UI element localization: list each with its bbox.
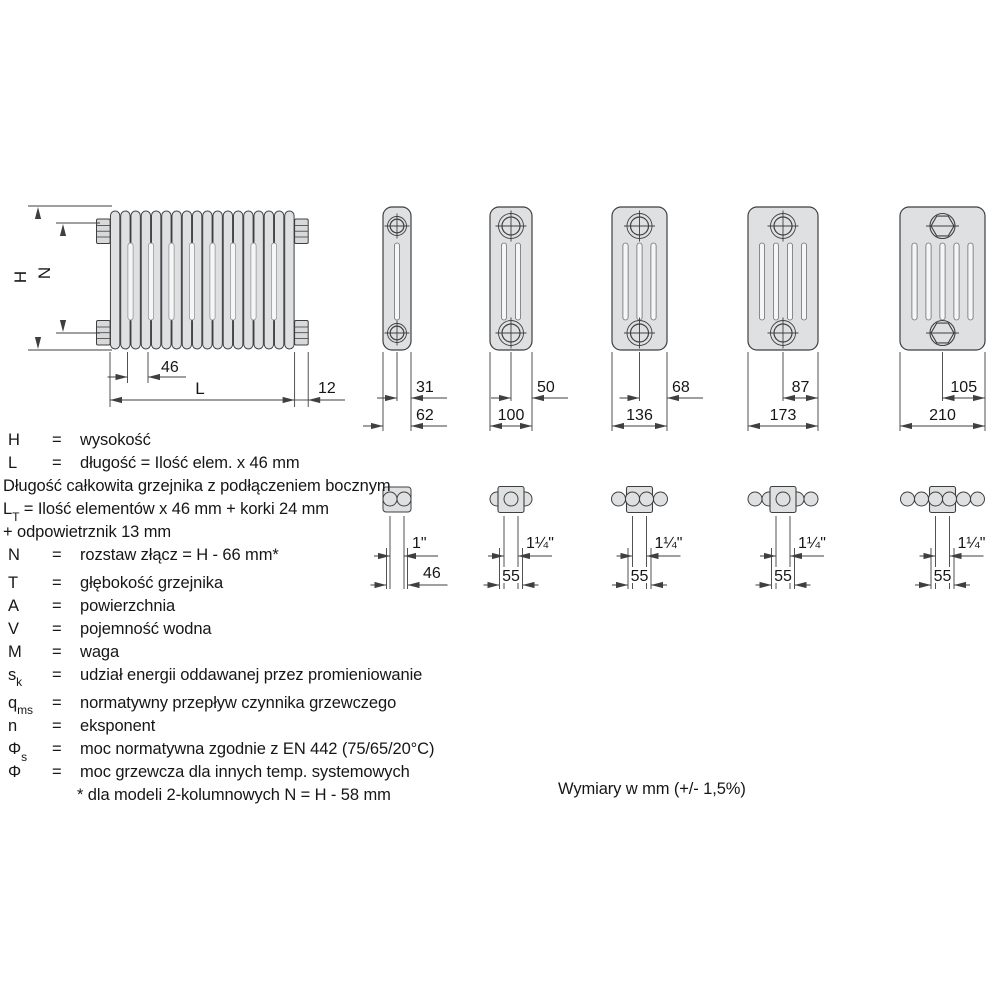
legend-description: moc grzewcza dla innych temp. systemowych	[80, 763, 410, 782]
legend-description: głębokość grzejnika	[80, 573, 224, 592]
legend-symbol-subscript: s	[21, 749, 27, 764]
top-view-5-column	[748, 487, 826, 590]
legend-row	[3, 595, 483, 618]
top-view-3-column	[484, 487, 554, 590]
legend-symbol: A	[8, 596, 19, 615]
legend-symbol: M	[8, 642, 22, 661]
legend-equals: =	[52, 763, 62, 782]
legend-description: wysokość	[80, 431, 151, 449]
dim-connection-label: 1¼"	[798, 535, 826, 552]
legend-row	[3, 452, 483, 475]
legend-description: normatywny przepływ czynnika grzewczego	[80, 694, 397, 713]
dim-half-label: 68	[672, 379, 690, 396]
legend-symbol: $q_{ms}$	[8, 694, 33, 718]
front-view-spacing-label: N	[35, 266, 54, 280]
dim-connection-label: 1¼"	[526, 535, 554, 552]
legend-row	[3, 544, 483, 567]
legend-description: udział energii oddawanej przez promieniowanie	[80, 665, 423, 684]
legend-symbol: Φ	[8, 763, 22, 782]
legend-equals: =	[52, 740, 62, 759]
front-view-length-label: L	[195, 379, 205, 398]
legend-symbol-subscript: T	[12, 509, 20, 524]
legend-description: pojemność wodna	[80, 619, 212, 638]
dim-hub-pitch-label: 55	[630, 568, 649, 585]
legend-description: rozstaw złącz = H - 66 mm*	[80, 546, 279, 565]
legend-description: Długość całkowita grzejnika z podłączeniem bocznym	[3, 477, 391, 496]
cross-section-2-column	[363, 207, 447, 431]
legend-row	[3, 715, 483, 738]
legend-equals: =	[52, 454, 62, 473]
legend-description: $L_T$ = Ilość elementów x 46 mm + korki 24 mm	[3, 500, 329, 524]
front-view-pitch-label: 46	[161, 359, 179, 376]
dim-connection-label: 1¼"	[654, 535, 683, 552]
dim-connection-label: 1"	[412, 535, 427, 552]
dim-half-label: 87	[791, 379, 810, 396]
dim-full-label: 173	[769, 407, 797, 424]
legend-symbol: N	[8, 546, 20, 565]
legend-row	[3, 498, 483, 524]
cross-section-6-column	[900, 207, 985, 431]
dim-hub-pitch-label: 55	[933, 568, 952, 585]
legend-description: + odpowietrznik 13 mm	[3, 523, 172, 542]
legend-row	[3, 784, 483, 807]
front-view	[11, 206, 345, 407]
legend-row	[3, 692, 483, 718]
legend-row	[3, 521, 483, 544]
legend-row	[3, 664, 483, 690]
legend-equals: =	[52, 694, 62, 713]
top-view-6-column	[901, 487, 986, 590]
legend-equals: =	[52, 619, 62, 638]
legend-row	[3, 572, 483, 595]
legend-equals: =	[52, 717, 62, 736]
legend-equals: =	[52, 431, 62, 449]
dim-full-label: 100	[497, 407, 525, 424]
dim-full-label: 62	[416, 407, 434, 424]
dim-half-label: 105	[950, 379, 978, 396]
legend-row	[3, 429, 483, 452]
legend-row	[3, 475, 483, 498]
dim-full-label: 210	[929, 407, 956, 424]
legend-description: długość = Ilość elem. x 46 mm	[80, 454, 300, 473]
right-plug	[295, 219, 309, 244]
legend-description: powierzchnia	[80, 596, 176, 615]
cross-section-5-column	[748, 207, 818, 431]
cross-section-3-column	[490, 207, 568, 431]
legend-equals: =	[52, 573, 62, 592]
legend-equals: =	[52, 596, 62, 615]
legend-symbol: L	[8, 454, 18, 473]
legend-symbol-subscript: ms	[17, 703, 33, 718]
legend-symbol: $s_k$	[8, 665, 23, 690]
legend-equals: =	[52, 642, 62, 661]
legend-symbol: n	[8, 717, 18, 736]
dim-hub-pitch-label: 55	[774, 568, 792, 585]
dim-half-label: 31	[416, 379, 434, 396]
dim-half-label: 50	[537, 379, 555, 396]
legend-symbol-subscript: k	[16, 675, 23, 690]
cross-section-4-column	[612, 207, 703, 431]
legend-description: moc normatywna zgodnie z EN 442 (75/65/20°C)	[80, 740, 435, 759]
dim-connection-label: 1¼"	[957, 535, 986, 552]
right-plug	[295, 321, 309, 346]
symbol-legend	[3, 429, 483, 808]
dim-full-label: 136	[626, 407, 653, 424]
legend-description: waga	[80, 642, 120, 661]
front-view-end-label: 12	[318, 380, 336, 397]
legend-description: * dla modeli 2-kolumnowych N = H - 58 mm	[77, 786, 391, 805]
legend-equals: =	[52, 665, 62, 684]
legend-symbol: T	[8, 573, 18, 592]
legend-symbol: $\Phi_s$	[8, 740, 27, 764]
legend-row	[3, 761, 483, 784]
dim-hub-pitch-label: 46	[423, 565, 441, 582]
legend-equals: =	[52, 546, 62, 565]
dim-hub-pitch-label: 55	[502, 568, 520, 585]
legend-row	[3, 641, 483, 664]
legend-row	[3, 738, 483, 764]
legend-description: eksponent	[80, 717, 156, 736]
units-note: Wymiary w mm (+/- 1,5%)	[558, 780, 746, 798]
legend-symbol: H	[8, 431, 20, 449]
legend-row	[3, 618, 483, 641]
top-view-4-column	[612, 487, 683, 590]
legend-symbol: V	[8, 619, 19, 638]
front-view-height-label: H	[11, 270, 30, 284]
